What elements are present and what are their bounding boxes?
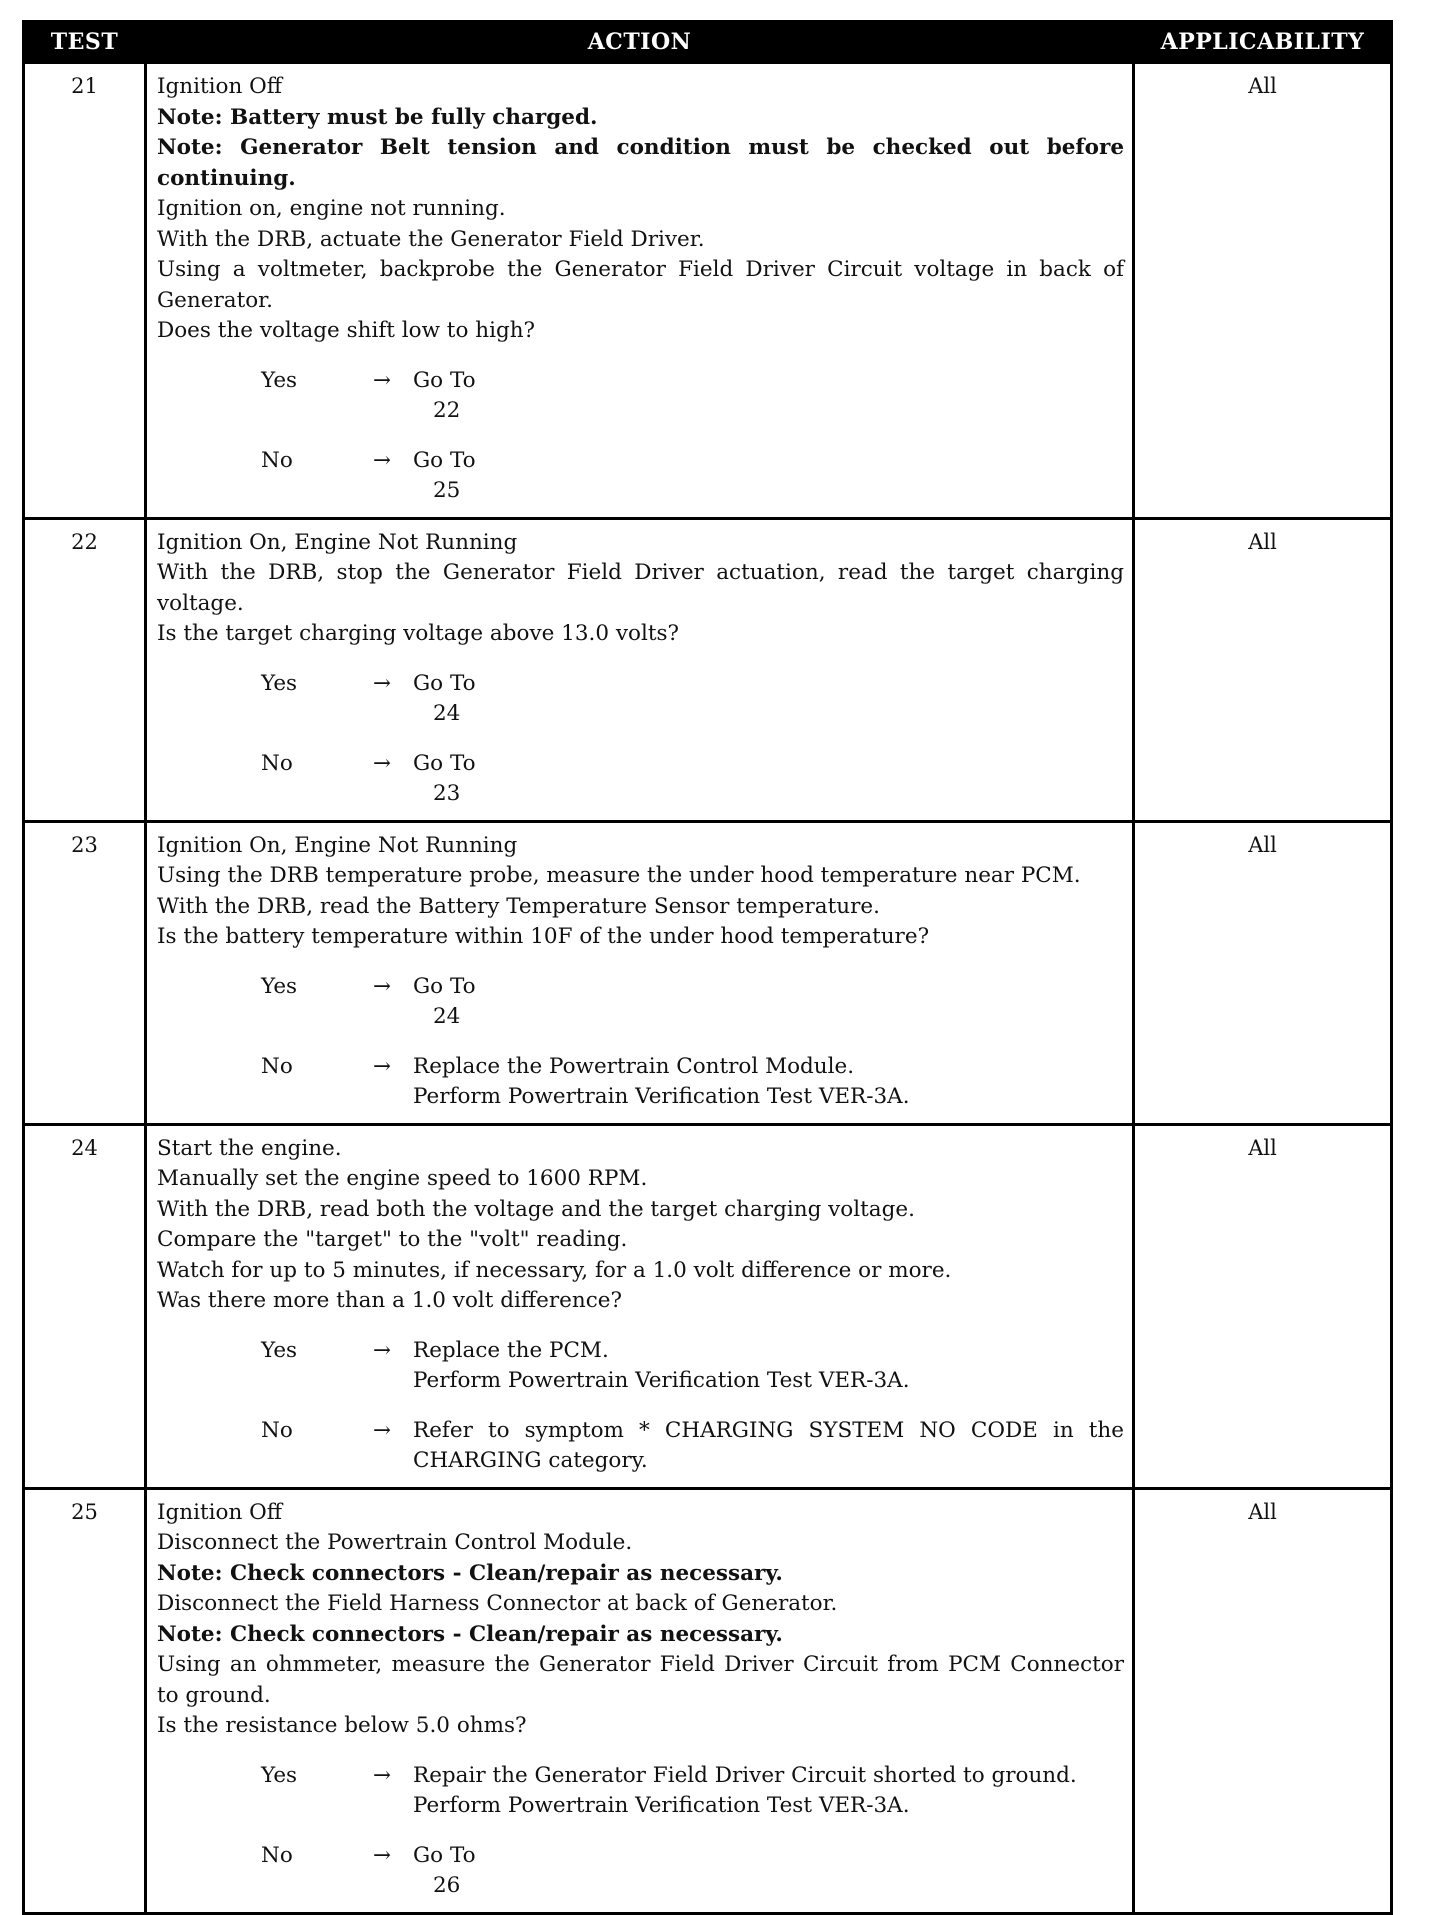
result-body — [413, 669, 1124, 730]
action-line: Disconnect the Powertrain Control Module. — [157, 1530, 633, 1555]
applicability: All — [1134, 1124, 1392, 1488]
header-applicability: APPLICABILITY — [1134, 22, 1392, 63]
arrow-right-icon: → — [373, 973, 392, 999]
result-text: Perform Powertrain Verification Test VER-3A. — [413, 1084, 910, 1109]
result-text: Refer to symptom * CHARGING SYSTEM NO CODE in the CHARGING category. — [413, 1417, 1124, 1473]
action-line: Start the engine. — [157, 1135, 342, 1161]
goto-target-test: 23 — [433, 781, 461, 806]
action-line: Using a voltmeter, backprobe the Generator Field Driver Circuit voltage in back of Generator. — [157, 257, 1124, 313]
result-branch-no — [261, 749, 1124, 810]
arrow-right-icon: → — [373, 1417, 392, 1443]
action-line: Is the resistance below 5.0 ohms? — [157, 1713, 527, 1738]
result-label: No — [261, 1417, 293, 1443]
action-line: Watch for up to 5 minutes, if necessary, for a 1.0 volt difference or more. — [157, 1257, 952, 1283]
result-body — [413, 972, 1124, 1033]
header-test: TEST — [24, 22, 146, 63]
action-cell — [146, 518, 1134, 821]
goto-target-test: 22 — [433, 398, 461, 423]
goto-label: Go To — [413, 973, 476, 999]
test-number: 23 — [24, 821, 146, 1124]
result-branch-no — [261, 1052, 1124, 1113]
action-line: With the DRB, stop the Generator Field Driver actuation, read the target charging voltage. — [157, 560, 1124, 616]
action-cell — [146, 1488, 1134, 1913]
goto-target-test: 24 — [433, 701, 461, 726]
action-cell — [146, 1124, 1134, 1488]
action-line: Ignition Off — [157, 1499, 283, 1525]
action-line: Using the DRB temperature probe, measure the under hood temperature near PCM. — [157, 863, 1081, 888]
goto-reference — [413, 366, 1124, 427]
result-label: No — [261, 1842, 293, 1868]
goto-label: Go To — [413, 447, 476, 473]
result-body — [413, 366, 1124, 427]
test-number: 21 — [24, 63, 146, 519]
result-label: Yes — [261, 1762, 298, 1788]
applicability: All — [1134, 63, 1392, 519]
table-header — [24, 22, 1392, 63]
result-branch-yes — [261, 366, 1124, 427]
applicability: All — [1134, 518, 1392, 821]
result-label: Yes — [261, 367, 298, 393]
action-line: Compare the "target" to the "volt" reading. — [157, 1227, 628, 1252]
goto-reference — [413, 1841, 1124, 1902]
action-line: With the DRB, actuate the Generator Field Driver. — [157, 226, 705, 252]
result-text: Perform Powertrain Verification Test VER-3A. — [413, 1793, 910, 1818]
diagnostic-page — [22, 20, 1390, 1915]
applicability: All — [1134, 821, 1392, 1124]
action-line: Ignition On, Engine Not Running — [157, 529, 518, 555]
result-body — [413, 749, 1124, 810]
goto-target-test: 26 — [433, 1873, 461, 1898]
result-branch-yes — [261, 669, 1124, 730]
goto-reference — [413, 972, 1124, 1033]
goto-label: Go To — [413, 750, 476, 776]
action-line: Ignition Off — [157, 74, 283, 99]
result-body — [413, 1052, 1124, 1113]
result-body — [413, 1416, 1124, 1477]
goto-label: Go To — [413, 1842, 476, 1868]
table-row — [24, 1124, 1392, 1488]
action-line: With the DRB, read both the voltage and the target charging voltage. — [157, 1196, 915, 1222]
result-label: No — [261, 1053, 293, 1079]
arrow-right-icon: → — [373, 1053, 392, 1079]
note-line: Note: Check connectors - Clean/repair as necessary. — [157, 1560, 783, 1586]
table-body — [24, 63, 1392, 1914]
test-number: 24 — [24, 1124, 146, 1488]
action-cell — [146, 63, 1134, 519]
arrow-right-icon: → — [373, 1842, 392, 1868]
result-branch-no — [261, 1841, 1124, 1902]
result-body — [413, 1761, 1124, 1822]
arrow-right-icon: → — [373, 750, 392, 776]
result-branch-yes — [261, 1336, 1124, 1397]
result-label: Yes — [261, 1337, 298, 1363]
result-branch-no — [261, 446, 1124, 507]
arrow-right-icon: → — [373, 367, 392, 393]
result-text: Repair the Generator Field Driver Circuit shorted to ground. — [413, 1762, 1077, 1788]
test-number: 22 — [24, 518, 146, 821]
result-label: Yes — [261, 670, 298, 696]
goto-reference — [413, 669, 1124, 730]
table-row — [24, 518, 1392, 821]
result-body — [413, 446, 1124, 507]
action-line: Manually set the engine speed to 1600 RPM. — [157, 1166, 648, 1191]
note-line: Note: Battery must be fully charged. — [157, 104, 598, 130]
arrow-right-icon: → — [373, 670, 392, 696]
goto-reference — [413, 749, 1124, 810]
result-label: No — [261, 447, 293, 473]
action-line: Is the target charging voltage above 13.0 volts? — [157, 621, 680, 646]
result-label: Yes — [261, 973, 298, 999]
goto-target-test: 24 — [433, 1004, 461, 1029]
goto-reference — [413, 446, 1124, 507]
result-body — [413, 1841, 1124, 1902]
goto-target-test: 25 — [433, 478, 461, 503]
result-branch-yes — [261, 972, 1124, 1033]
action-line: Is the battery temperature within 10F of the under hood temperature? — [157, 924, 930, 949]
action-line: Does the voltage shift low to high? — [157, 318, 536, 343]
arrow-right-icon: → — [373, 1762, 392, 1788]
goto-label: Go To — [413, 670, 476, 696]
result-body — [413, 1336, 1124, 1397]
action-line: With the DRB, read the Battery Temperature Sensor temperature. — [157, 893, 880, 919]
note-line: Note: Generator Belt tension and condition must be checked out before continuing. — [157, 135, 1124, 191]
table-row — [24, 1488, 1392, 1913]
action-cell — [146, 821, 1134, 1124]
action-line: Disconnect the Field Harness Connector at back of Generator. — [157, 1591, 838, 1616]
table-row — [24, 63, 1392, 519]
result-branch-yes — [261, 1761, 1124, 1822]
goto-label: Go To — [413, 367, 476, 393]
note-line: Note: Check connectors - Clean/repair as necessary. — [157, 1621, 783, 1647]
action-line: Was there more than a 1.0 volt difference? — [157, 1288, 623, 1313]
arrow-right-icon: → — [373, 447, 392, 473]
result-branch-no — [261, 1416, 1124, 1477]
result-label: No — [261, 750, 293, 776]
diagnostic-test-table — [22, 20, 1393, 1915]
applicability: All — [1134, 1488, 1392, 1913]
result-text: Replace the Powertrain Control Module. — [413, 1053, 855, 1079]
arrow-right-icon: → — [373, 1337, 392, 1363]
test-number: 25 — [24, 1488, 146, 1913]
action-line: Using an ohmmeter, measure the Generator Field Driver Circuit from PCM Connector to ground. — [157, 1652, 1124, 1708]
result-text: Replace the PCM. — [413, 1337, 609, 1363]
result-text: Perform Powertrain Verification Test VER-3A. — [413, 1368, 910, 1393]
action-line: Ignition on, engine not running. — [157, 196, 506, 221]
action-line: Ignition On, Engine Not Running — [157, 832, 518, 858]
table-row — [24, 821, 1392, 1124]
header-action: ACTION — [146, 22, 1134, 63]
